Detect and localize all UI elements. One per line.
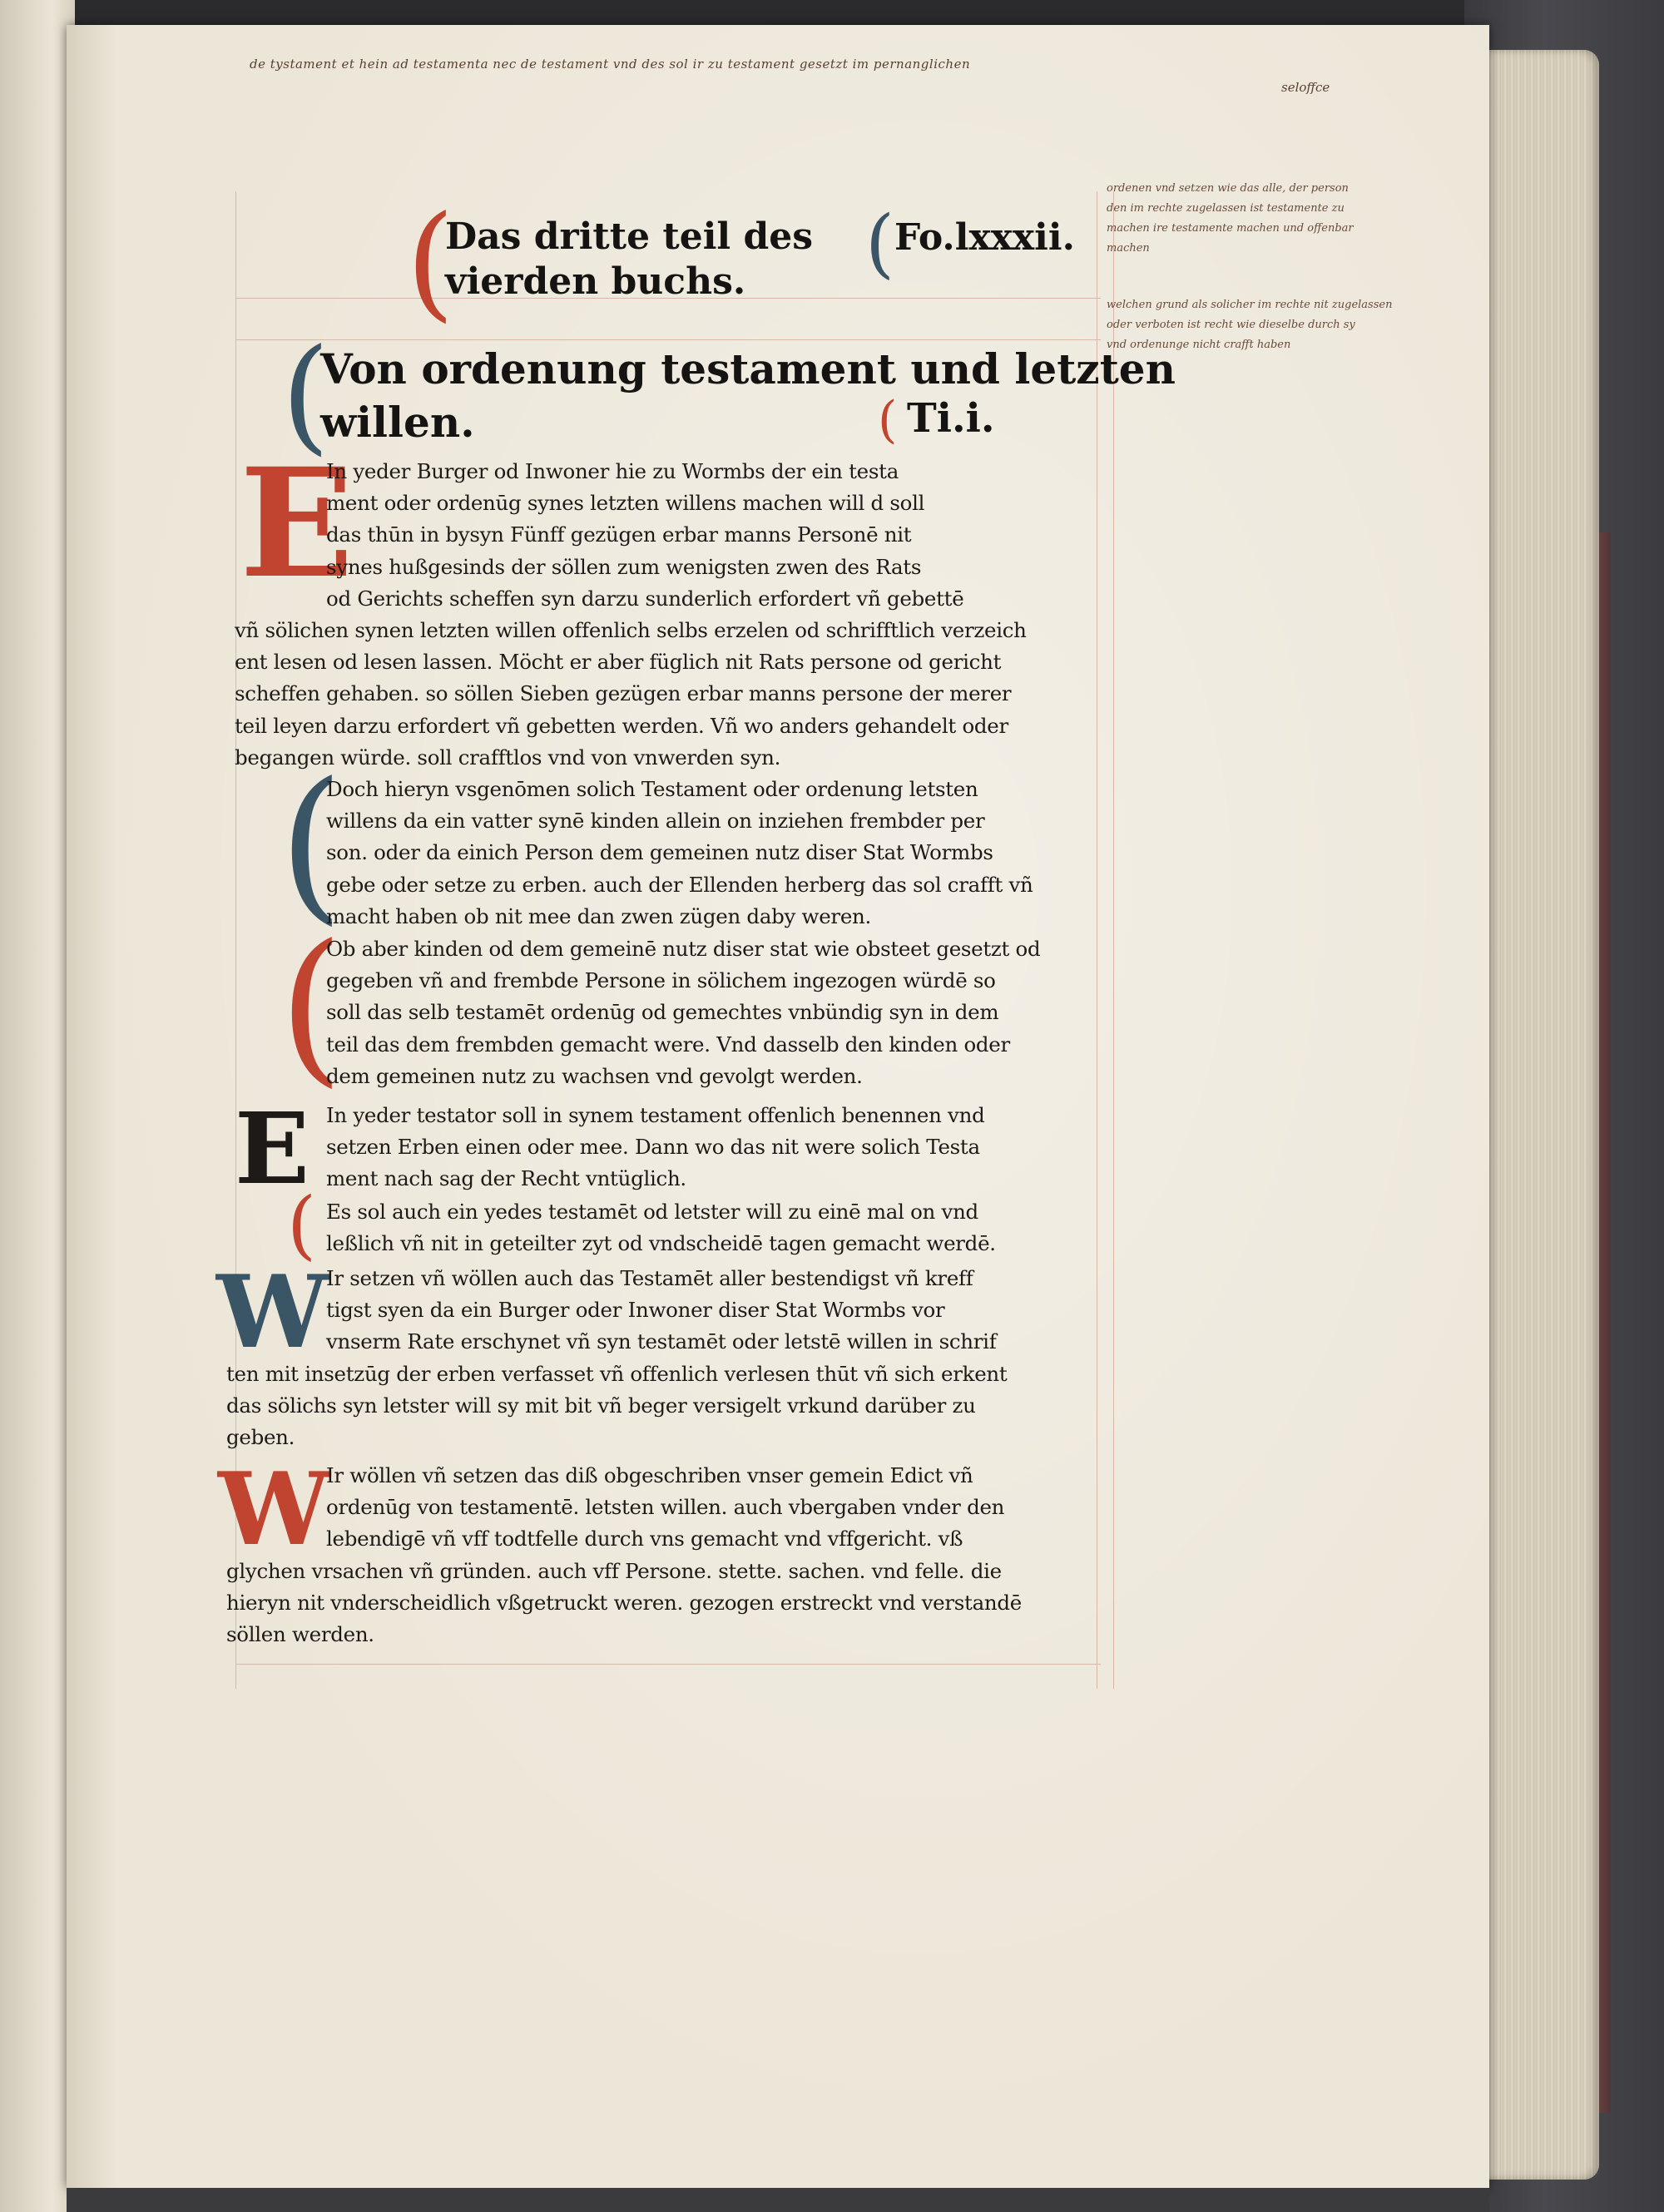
- page-bottom-shadow: [67, 2188, 1489, 2212]
- part-heading: Das dritte teil des vierden buchs.: [445, 215, 813, 303]
- paragraph-2: Doch hieryn vsgenōmen solich Testament oder ordenung letsten willens da ein vatter synē kinden allein on inziehen frembder per son. oder da einich Person dem gemeinen nutz diser Stat Wormbs gebe oder setze zu erben. auch der Ellenden herberg das sol crafft vñ macht haben ob nit mee dan zwen zügen daby weren.: [326, 777, 1033, 928]
- ruling-line-title: [235, 339, 1101, 340]
- paragraph-4: In yeder testator soll in synem testament offenlich benennen vnd setzen Erben einen oder mee. Dann wo das nit were solich Testa ment nach sag der Recht vntüglich.: [326, 1103, 985, 1191]
- red-initial-w: W: [218, 1451, 330, 1568]
- black-initial-e: E: [235, 1091, 310, 1206]
- ruling-line-bottom: [235, 1664, 1101, 1665]
- paragraph-7-full: glychen vrsachen vñ gründen. auch vff Persone. stette. sachen. vnd felle. die hieryn nit vnderscheidlich vßgetruckt weren. gezogen erstreckt vnd verstandē söllen werden.: [226, 1559, 1022, 1647]
- page-fore-edge: [1474, 50, 1599, 2180]
- red-paragraph-mark-3: (: [279, 909, 344, 1103]
- paragraph-6-indented: Ir setzen vñ wöllen auch das Testamēt aller bestendigst vñ kreff tigst syen da ein Burger oder Inwoner diser Stat Wormbs vor vnserm Rate erschynet vñ syn testamēt oder letstē willen in schrif: [326, 1266, 997, 1354]
- paragraph-3: Ob aber kinden od dem gemeinē nutz diser stat wie obsteet gesetzt od gegeben vñ and frembde Persone in sölichem ingezogen würdē so soll das selb testamēt ordenūg od gemechtes vnbündig syn in dem teil das dem frembden gemacht were. Vnd dasselb den kinden oder dem gemeinen nutz zu wachsen vnd gevolgt werden.: [326, 937, 1041, 1088]
- marginal-note-top-right: seloffce: [1281, 80, 1330, 95]
- marginal-note-right-2: welchen grund als solicher im rechte nit zugelassen oder verboten ist recht wie dieselbe durch sy vnd ordenunge nicht crafft haben: [1107, 299, 1393, 351]
- chapter-title: Von ordenung testament und letzten willen.: [320, 344, 1176, 447]
- marginal-note-right-1: ordenen vnd setzen wie das alle, der person den im rechte zugelassen ist testamente zu machen ire testamente machen und offenbar machen: [1107, 182, 1354, 255]
- left-page-edge: [0, 0, 75, 2212]
- folio-number: Fo.lxxxii.: [894, 216, 1075, 259]
- paragraph-5: Es sol auch ein yedes testamēt od letster will zu einē mal on vnd leßlich vñ nit in geteilter zyt od vndscheidē tagen gemacht werdē.: [326, 1200, 996, 1256]
- paragraph-1-full: vñ sölichen synen letzten willen offenlich selbs erzelen od schrifftlich verzeich ent lesen od lesen lassen. Möcht er aber füglich nit Rats persone od gericht scheffen gehaben. so söllen Sieben gezügen erbar manns persone der merer teil leyen darzu erfordert vñ gebetten werden. Vñ wo anders gehandelt oder begangen würde. soll crafftlos vnd von vnwerden syn.: [235, 618, 1027, 769]
- paragraph-7-indented: Ir wöllen vñ setzen das diß obgeschriben vnser gemein Edict vñ ordenūg von testamentē. letsten willen. auch vbergaben vnder den lebendigē vñ vff todtfelle durch vns gemacht vnd vffgericht. vß: [326, 1463, 1005, 1551]
- rubric-bracket-title-number: (: [878, 391, 898, 449]
- blue-paragraph-mark-2: (: [279, 747, 344, 941]
- paragraph-1-indented: In yeder Burger od Inwoner hie zu Wormbs der ein testa ment oder ordenūg synes letzten willens machen will d soll das thūn in bysyn Fünff gezügen erbar manns Personē nit synes hußgesinds der söllen zum wenigsten zwen des Rats od Gerichts scheffen syn darzu sunderlich erfordert vñ gebettē: [326, 459, 964, 611]
- marginal-note-top: de tystament et hein ad testamenta nec de testament vnd des sol ir zu testament gesetzt im pernanglichen: [250, 57, 971, 72]
- red-initial-e: E: [240, 436, 354, 611]
- blue-bracket-folio: (: [865, 200, 895, 287]
- paragraph-6-full: ten mit insetzūg der erben verfasset vñ offenlich verlesen thūt vñ sich erkent das sölichs syn letster will sy mit bit vñ beger versigelt vrkund darüber zu geben.: [226, 1362, 1008, 1450]
- fore-edge-red-stain: [1599, 532, 1611, 2113]
- red-paragraph-mark-5: (: [287, 1181, 317, 1269]
- rubric-bracket-header: (: [406, 190, 455, 334]
- blue-initial-w: W: [216, 1254, 329, 1371]
- title-number: Ti.i.: [907, 395, 995, 442]
- blue-bracket-title: (: [281, 323, 330, 468]
